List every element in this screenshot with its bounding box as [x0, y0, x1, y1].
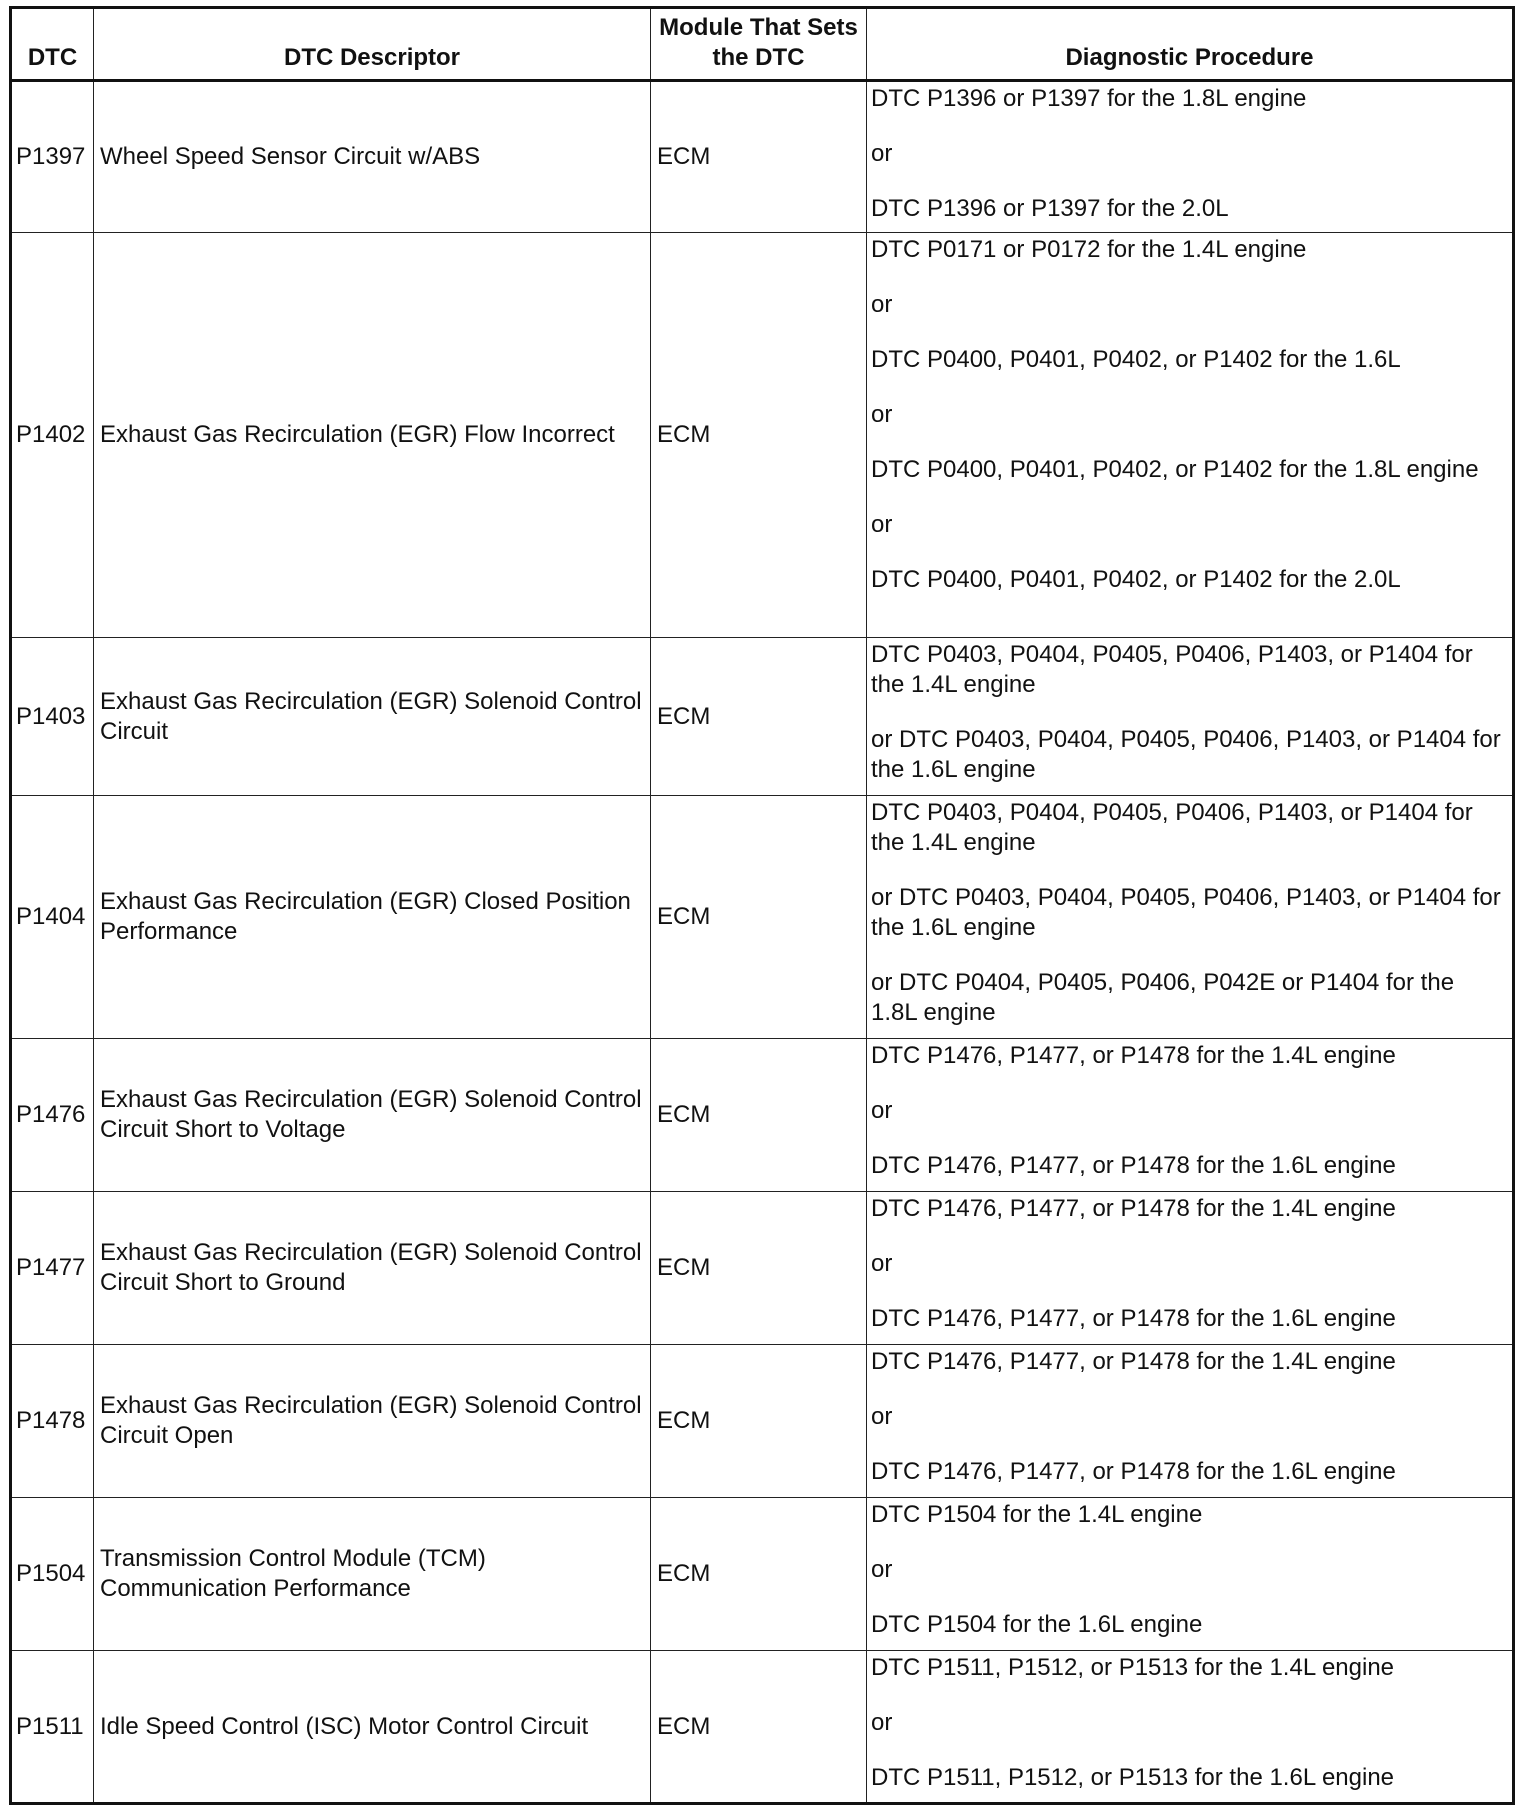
dtc-cell: P1397: [11, 81, 94, 233]
table-row: [11, 233, 1514, 638]
header-dtc: DTC: [11, 8, 94, 81]
table-row: [11, 81, 1514, 233]
procedure-paragraph: DTC P0171 or P0172 for the 1.4L engine: [871, 236, 1307, 263]
table-row: [11, 1192, 1514, 1345]
procedure-cell: [867, 81, 1514, 233]
header-descriptor: DTC Descriptor: [94, 8, 651, 81]
procedure-paragraph: DTC P1504 for the 1.6L engine: [871, 1611, 1203, 1638]
module-cell: ECM: [651, 1345, 867, 1498]
procedure-paragraph: or: [871, 140, 893, 167]
procedure-paragraph: or DTC P0403, P0404, P0405, P0406, P1403, or P1404 for the 1.6L engine: [871, 884, 1501, 941]
procedure-cell: [867, 796, 1514, 1039]
procedure-paragraph: or: [871, 291, 893, 318]
dtc-cell: P1511: [11, 1651, 94, 1804]
procedure-paragraph: or: [871, 1556, 893, 1583]
procedure-paragraph: or: [871, 511, 893, 538]
module-cell: ECM: [651, 1039, 867, 1192]
procedure-paragraph: or DTC P0404, P0405, P0406, P042E or P1404 for the 1.8L engine: [871, 969, 1455, 1026]
module-cell: ECM: [651, 1192, 867, 1345]
procedure-paragraph: or: [871, 401, 893, 428]
dtc-cell: P1477: [11, 1192, 94, 1345]
procedure-paragraph: DTC P1476, P1477, or P1478 for the 1.6L engine: [871, 1152, 1396, 1179]
procedure-paragraph: DTC P1511, P1512, or P1513 for the 1.4L engine: [871, 1654, 1395, 1681]
procedure-paragraph: or: [871, 1250, 893, 1277]
procedure-paragraph: DTC P0400, P0401, P0402, or P1402 for the 1.6L: [871, 346, 1401, 373]
dtc-cell: P1478: [11, 1345, 94, 1498]
procedure-paragraph: DTC P1504 for the 1.4L engine: [871, 1501, 1203, 1528]
procedure-paragraph: DTC P1476, P1477, or P1478 for the 1.6L engine: [871, 1458, 1396, 1485]
table-row: [11, 1498, 1514, 1651]
dtc-cell: P1504: [11, 1498, 94, 1651]
table-header-row: [11, 8, 1514, 81]
procedure-paragraph: DTC P1396 or P1397 for the 2.0L: [871, 195, 1229, 222]
dtc-table-container: [9, 6, 1512, 1805]
dtc-table: [9, 6, 1515, 1805]
header-module: Module That Sets the DTC: [651, 8, 867, 81]
table-row: [11, 796, 1514, 1039]
table-row: [11, 638, 1514, 796]
procedure-cell: [867, 233, 1514, 638]
procedure-paragraph: DTC P1476, P1477, or P1478 for the 1.6L engine: [871, 1305, 1396, 1332]
procedure-paragraph: DTC P0403, P0404, P0405, P0406, P1403, or P1404 for the 1.4L engine: [871, 641, 1473, 698]
procedure-paragraph: or: [871, 1709, 893, 1736]
descriptor-cell: Exhaust Gas Recirculation (EGR) Solenoid Control Circuit: [94, 638, 651, 796]
procedure-paragraph: DTC P1476, P1477, or P1478 for the 1.4L engine: [871, 1195, 1396, 1222]
procedure-paragraph: DTC P0400, P0401, P0402, or P1402 for the 2.0L: [871, 566, 1401, 593]
procedure-cell: [867, 1651, 1514, 1804]
dtc-cell: P1403: [11, 638, 94, 796]
procedure-paragraph: DTC P0400, P0401, P0402, or P1402 for the 1.8L engine: [871, 456, 1479, 483]
module-cell: ECM: [651, 233, 867, 638]
descriptor-cell: Exhaust Gas Recirculation (EGR) Solenoid Control Circuit Short to Ground: [94, 1192, 651, 1345]
dtc-cell: P1402: [11, 233, 94, 638]
table-row: [11, 1039, 1514, 1192]
module-cell: ECM: [651, 796, 867, 1039]
descriptor-cell: Idle Speed Control (ISC) Motor Control Circuit: [94, 1651, 651, 1804]
procedure-paragraph: or DTC P0403, P0404, P0405, P0406, P1403, or P1404 for the 1.6L engine: [871, 726, 1501, 783]
module-cell: ECM: [651, 81, 867, 233]
descriptor-cell: Exhaust Gas Recirculation (EGR) Solenoid Control Circuit Open: [94, 1345, 651, 1498]
table-row: [11, 1651, 1514, 1804]
table-row: [11, 1345, 1514, 1498]
procedure-paragraph: DTC P1476, P1477, or P1478 for the 1.4L engine: [871, 1348, 1396, 1375]
procedure-paragraph: DTC P1476, P1477, or P1478 for the 1.4L engine: [871, 1042, 1396, 1069]
procedure-paragraph: or: [871, 1097, 893, 1124]
procedure-cell: [867, 1345, 1514, 1498]
procedure-cell: [867, 1039, 1514, 1192]
descriptor-cell: Exhaust Gas Recirculation (EGR) Solenoid Control Circuit Short to Voltage: [94, 1039, 651, 1192]
descriptor-cell: Exhaust Gas Recirculation (EGR) Flow Incorrect: [94, 233, 651, 638]
procedure-paragraph: DTC P1511, P1512, or P1513 for the 1.6L engine: [871, 1764, 1395, 1791]
procedure-paragraph: DTC P0403, P0404, P0405, P0406, P1403, or P1404 for the 1.4L engine: [871, 799, 1473, 856]
descriptor-cell: Transmission Control Module (TCM) Communication Performance: [94, 1498, 651, 1651]
module-cell: ECM: [651, 1651, 867, 1804]
module-cell: ECM: [651, 638, 867, 796]
descriptor-cell: Exhaust Gas Recirculation (EGR) Closed Position Performance: [94, 796, 651, 1039]
procedure-paragraph: or: [871, 1403, 893, 1430]
module-cell: ECM: [651, 1498, 867, 1651]
procedure-cell: [867, 1192, 1514, 1345]
procedure-cell: [867, 638, 1514, 796]
procedure-cell: [867, 1498, 1514, 1651]
header-procedure: Diagnostic Procedure: [867, 8, 1514, 81]
descriptor-cell: Wheel Speed Sensor Circuit w/ABS: [94, 81, 651, 233]
dtc-cell: P1404: [11, 796, 94, 1039]
dtc-cell: P1476: [11, 1039, 94, 1192]
procedure-paragraph: DTC P1396 or P1397 for the 1.8L engine: [871, 85, 1307, 112]
